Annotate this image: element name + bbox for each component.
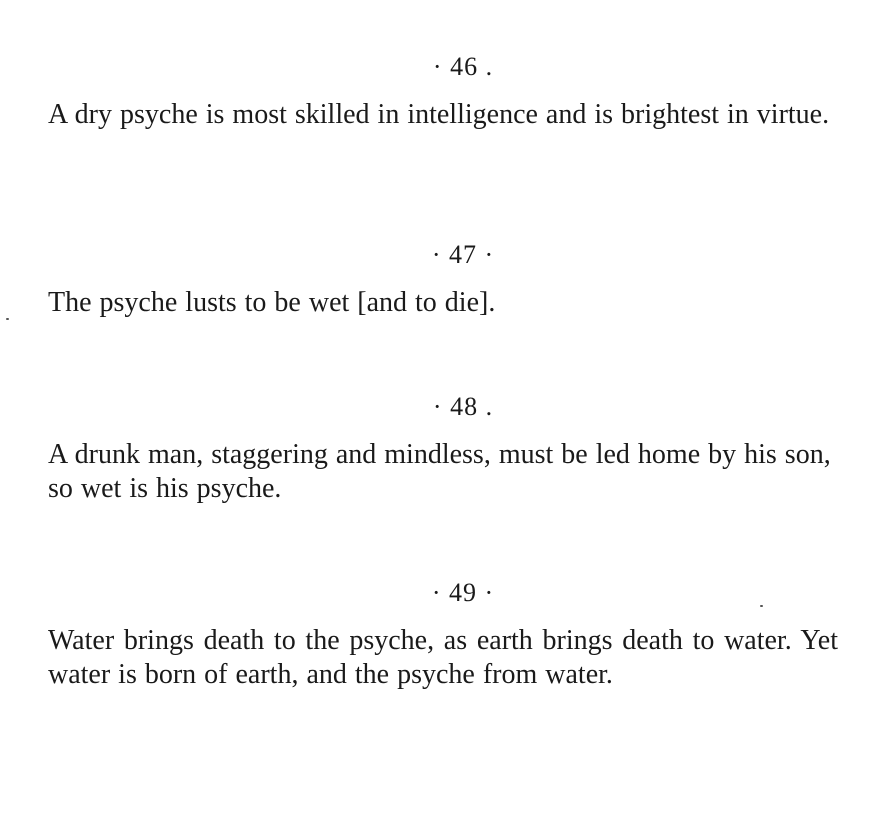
fragment-48 — [48, 392, 838, 506]
scan-speck — [760, 605, 763, 607]
fragment-text: A dry psyche is most skilled in intelligence and is brightest in virtue. — [48, 99, 830, 130]
fragment-text: A drunk man, staggering and mindless, must be led home by his son, so wet is his psyche. — [48, 439, 831, 504]
scan-speck — [6, 318, 9, 320]
fragment-number: · 48 . — [432, 392, 494, 421]
fragment-number: · 46 . — [432, 52, 494, 81]
fragment-text: The psyche lusts to be wet [and to die]. — [48, 287, 496, 318]
fragment-47 — [48, 240, 838, 320]
fragment-46 — [48, 52, 838, 132]
fragment-number: · 47 · — [431, 240, 495, 269]
fragment-number: · 49 · — [431, 578, 495, 607]
fragment-text: Water brings death to the psyche, as earth brings death to water. Yet water is born of earth, and the psyche from water. — [48, 625, 838, 690]
fragment-49 — [48, 578, 838, 692]
